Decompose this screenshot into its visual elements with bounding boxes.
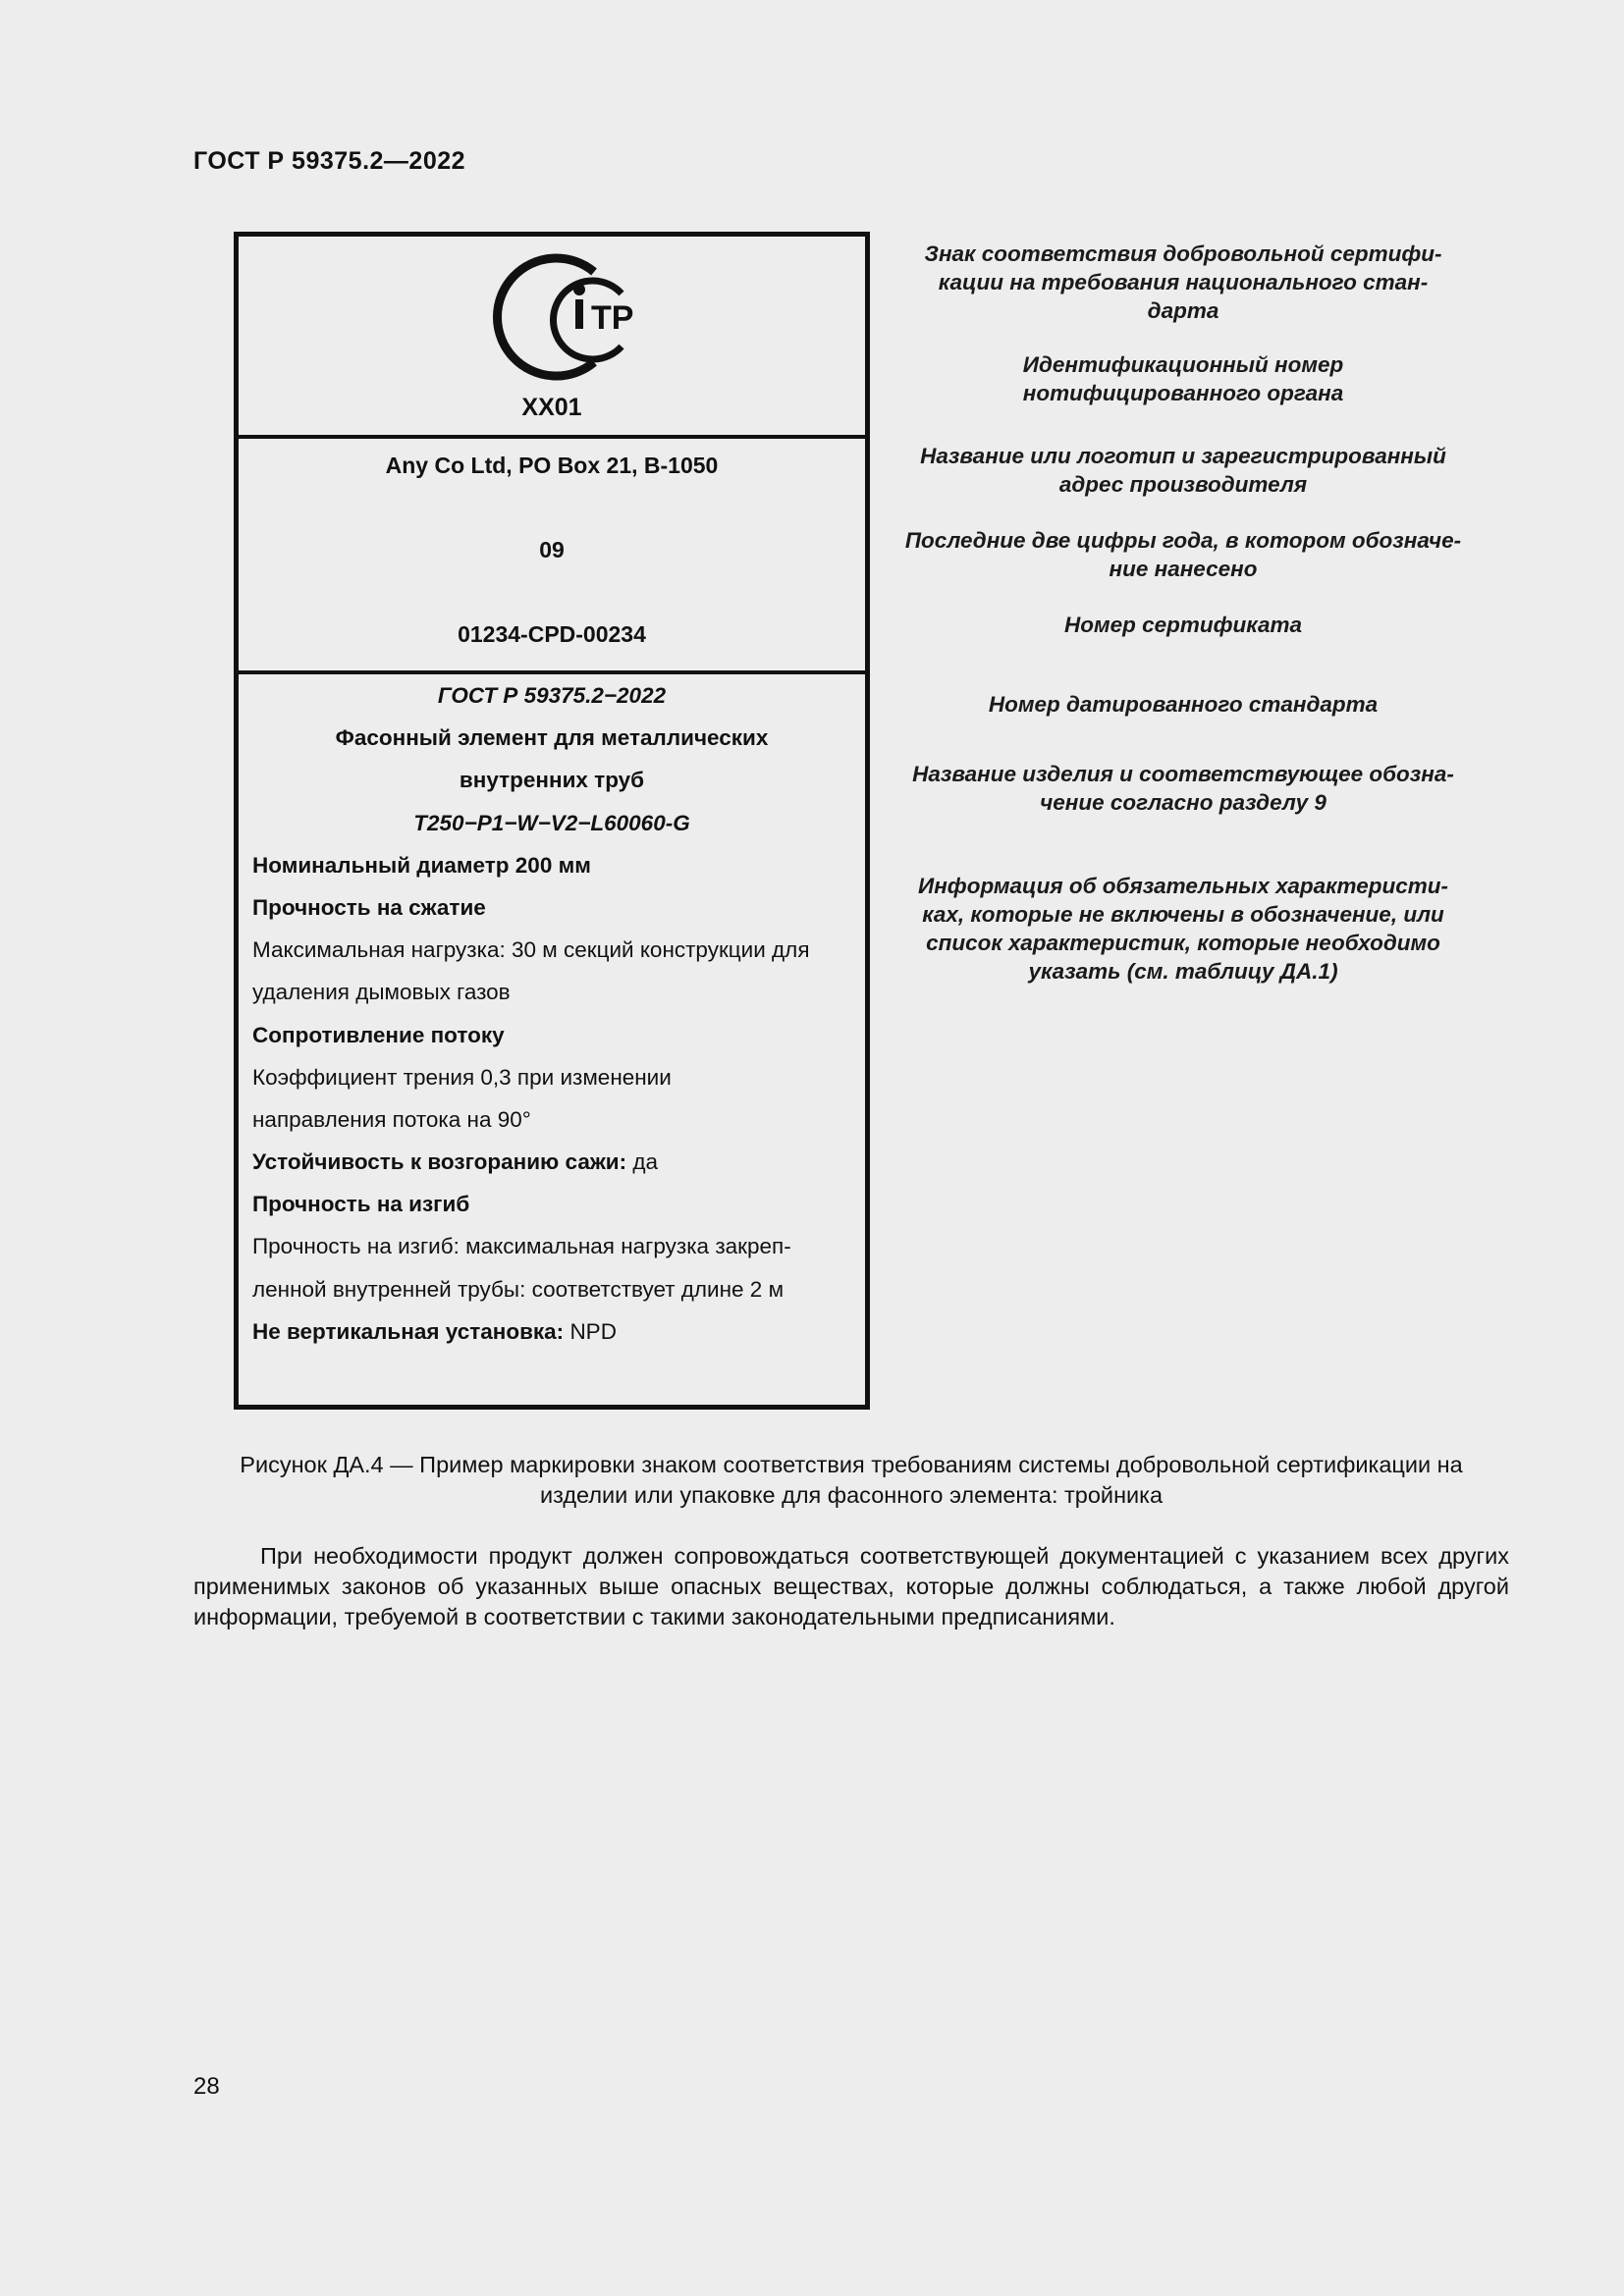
product-line — [252, 759, 851, 801]
product-line-text: Не вертикальная установка: — [252, 1318, 570, 1344]
note-characteristics: Информация об обязательных характеристи- ках, которые не включены в обозначение, или список характеристик, которые необходимо указать (см. таблицу ДА.1) — [918, 874, 1448, 984]
page-number: 28 — [193, 2073, 220, 2100]
product-line-text: Сопротивление потоку — [252, 1022, 505, 1047]
product-line — [252, 1014, 851, 1056]
product-line-text: Прочность на изгиб — [252, 1192, 470, 1217]
product-line-text: Прочность на изгиб: максимальная нагрузка закреп- — [252, 1234, 791, 1259]
manufacturer-section — [239, 439, 865, 674]
product-line — [252, 802, 851, 844]
product-line-text: Фасонный элемент для металлических — [335, 725, 769, 751]
product-line — [252, 929, 851, 971]
product-line — [252, 1225, 851, 1267]
note-year: Последние две цифры года, в котором обозначе- ние нанесено — [904, 528, 1462, 581]
product-line — [252, 971, 851, 1013]
product-line-text: ГОСТ Р 59375.2−2022 — [437, 683, 667, 708]
product-line-text: Коэффициент трения 0,3 при изменении — [252, 1064, 672, 1090]
product-line-text: внутренних труб — [459, 768, 645, 793]
document-header: ГОСТ Р 59375.2—2022 — [193, 147, 466, 175]
product-line-text: ленной внутренней трубы: соответствует длине 2 м — [252, 1276, 785, 1302]
certificate-number: 01234-CPD-00234 — [458, 621, 646, 647]
ctr-conformity-mark-icon — [469, 248, 646, 386]
product-line-text: направления потока на 90° — [252, 1106, 531, 1132]
note-mark: Знак соответствия добровольной сертифи- кации на требования национального стан- дарта — [924, 241, 1442, 323]
product-line — [252, 844, 851, 886]
product-line — [252, 1268, 851, 1310]
product-line — [252, 717, 851, 759]
note-notified-body: Идентификационный номер нотифицированного органа — [1022, 352, 1344, 405]
product-line-text: T250−P1−W−V2−L60060-G — [413, 810, 690, 835]
marking-box — [234, 232, 870, 1410]
product-line-text: Максимальная нагрузка: 30 м секций конструкции для — [252, 937, 810, 963]
notified-body-number: XX01 — [521, 394, 582, 421]
product-line-text: да — [632, 1149, 659, 1175]
product-line — [252, 1183, 851, 1225]
product-line — [252, 886, 851, 929]
manufacturer-address: Any Co Ltd, PO Box 21, B-1050 — [385, 453, 719, 478]
product-line — [252, 1141, 851, 1183]
product-line — [252, 1310, 851, 1353]
note-standard: Номер датированного стандарта — [988, 692, 1379, 717]
year-digits: 09 — [539, 537, 565, 562]
product-line — [252, 1056, 851, 1098]
figure-caption: Рисунок ДА.4 — Пример маркировки знаком соответствия требованиям системы добровольной сертификации на изделии или упаковке для фасонного элемента: тройника — [240, 1452, 1463, 1508]
product-line — [252, 1098, 851, 1141]
product-line-text: удаления дымовых газов — [252, 980, 511, 1005]
product-line-text: Прочность на сжатие — [252, 894, 486, 920]
product-lines — [252, 674, 851, 1353]
note-manufacturer: Название или логотип и зарегистрированный адрес производителя — [920, 444, 1446, 497]
note-product-name: Название изделия и соответствующее обозна- чение согласно разделу 9 — [912, 762, 1454, 815]
note-certificate: Номер сертификата — [1063, 613, 1303, 637]
mark-section — [239, 237, 865, 439]
product-line — [252, 674, 851, 717]
product-line-text: Номинальный диаметр 200 мм — [252, 852, 591, 878]
product-line-text: NPD — [569, 1318, 617, 1344]
logo-letters: ТР — [591, 299, 634, 337]
body-paragraph: При необходимости продукт должен сопровождаться соответствующей документацией с указанием всех других применимых законов об указанных выше опасных веществах, которые должны соблюдаться, а также любой другой информации, требуемой в соответствии с такими законодательными предписаниями. — [193, 1543, 1509, 1629]
product-line-text: Устойчивость к возгоранию сажи: — [252, 1149, 633, 1175]
